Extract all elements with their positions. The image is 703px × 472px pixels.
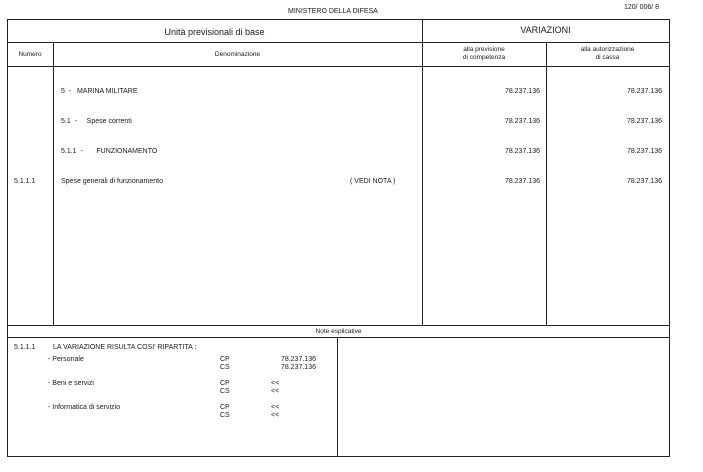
- col-header-cassa-line2: di cassa: [595, 54, 620, 61]
- row-cassa: 78.237.136: [626, 118, 662, 125]
- frame-variazioni-sep: [422, 19, 423, 325]
- frame-right: [669, 19, 670, 456]
- notes-item-cs-value: <<: [271, 412, 280, 419]
- row-denominazione: Spese generali di funzionamento: [61, 178, 163, 185]
- notes-item-cp: CP: [220, 380, 230, 387]
- col-header-competenza-line1: alla previsione: [463, 46, 505, 53]
- notes-item-cs: CS: [220, 412, 230, 419]
- section-title-right: VARIAZIONI: [520, 25, 571, 35]
- frame-top: [7, 19, 670, 20]
- col-header-competenza: [422, 46, 546, 62]
- col-header-denominazione: Denominazione: [214, 51, 261, 58]
- ministry-title: MINISTERO DELLA DIFESA: [288, 8, 378, 15]
- notes-item-cs: CS: [220, 364, 230, 371]
- notes-item-cp: CP: [220, 356, 230, 363]
- notes-item-label: - Personale: [48, 356, 84, 363]
- frame-cassa-sep: [546, 42, 547, 325]
- row-competenza: 78.237.136: [504, 148, 540, 155]
- notes-item-cs: CS: [220, 388, 230, 395]
- col-header-numero: Numero: [18, 51, 42, 58]
- row-competenza: 78.237.136: [504, 118, 540, 125]
- row-denominazione: 5 - MARINA MILITARE: [61, 88, 138, 95]
- frame-header-sep: [7, 42, 670, 43]
- page-code: 120/ 006/ 8: [624, 4, 660, 11]
- row-numero: 5.1.1.1: [14, 178, 36, 185]
- notes-heading: LA VARIAZIONE RISULTA COSI' RIPARTITA :: [53, 344, 197, 351]
- row-cassa: 78.237.136: [626, 148, 662, 155]
- frame-table-bottom: [7, 325, 670, 326]
- col-header-competenza-line2: di competenza: [462, 54, 506, 61]
- notes-item-label: - Informatica di servizio: [48, 404, 120, 411]
- frame-colhead-sep: [7, 66, 670, 67]
- frame-numero-sep: [53, 42, 54, 325]
- frame-notes-title-sep: [7, 337, 670, 338]
- col-header-cassa: [546, 46, 669, 62]
- row-nota: ( VEDI NOTA ): [350, 178, 396, 185]
- notes-item-cs-value: 78.237.136: [280, 364, 316, 371]
- notes-item-cp: CP: [220, 404, 230, 411]
- notes-item-label: - Beni e servizi: [48, 380, 94, 387]
- notes-item-cp-value: <<: [271, 380, 280, 387]
- section-title-left: Unità previsionali di base: [164, 27, 265, 37]
- row-competenza: 78.237.136: [504, 88, 540, 95]
- col-header-cassa-line1: alla autorizzazione: [580, 46, 635, 53]
- notes-item-cp-value: <<: [271, 404, 280, 411]
- notes-numero: 5.1.1.1: [14, 344, 36, 351]
- row-denominazione: 5.1.1 - FUNZIONAMENTO: [61, 148, 158, 155]
- frame-left: [7, 19, 8, 456]
- row-competenza: 78.237.136: [504, 178, 540, 185]
- frame-notes-split: [337, 337, 338, 456]
- row-cassa: 78.237.136: [626, 88, 662, 95]
- notes-title: Note esplicative: [315, 328, 362, 335]
- frame-bottom: [7, 456, 670, 457]
- row-cassa: 78.237.136: [626, 178, 662, 185]
- notes-item-cs-value: <<: [271, 388, 280, 395]
- notes-item-cp-value: 78.237.136: [280, 356, 316, 363]
- row-denominazione: 5.1 - Spese correnti: [61, 118, 132, 125]
